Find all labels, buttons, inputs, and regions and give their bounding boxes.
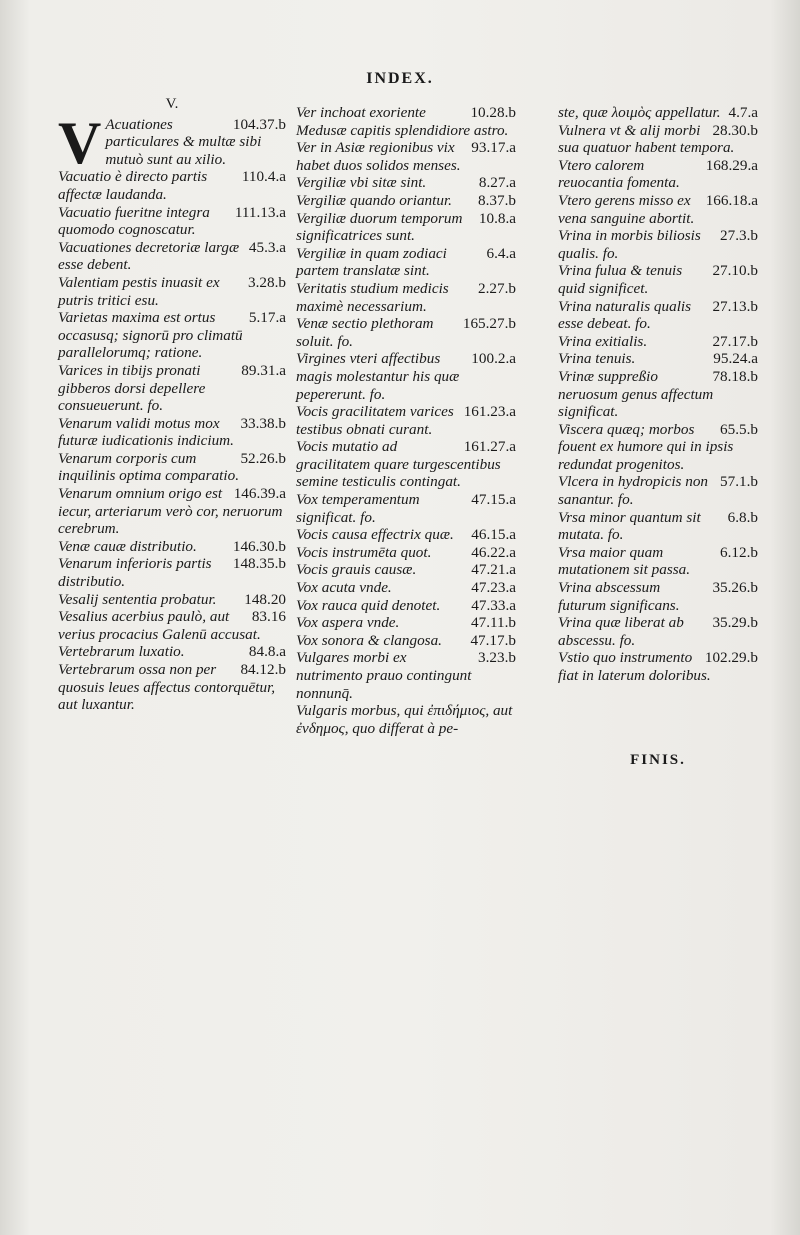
entry-text: Vtero gerens misso ex vena sanguine abortit. (558, 191, 695, 227)
index-header: INDEX. (366, 70, 434, 87)
entry-reference: 46.15.a (471, 526, 516, 544)
index-entry (296, 526, 516, 544)
entry-reference: 84.8.a (248, 643, 286, 661)
entry-text: Vulgaris morbus, qui ἐπιδήμιος, aut ἐνδημος, quo differat à pe- (296, 702, 513, 737)
entry-reference: 27.13.b (712, 297, 758, 315)
index-entry (558, 350, 758, 368)
entry-reference: 3.28.b (248, 273, 286, 291)
index-entry (558, 122, 758, 157)
entry-reference: 5.17.a (248, 309, 286, 327)
entry-reference: 47.17.b (470, 631, 516, 649)
index-column-3 (558, 104, 758, 685)
index-entry (296, 192, 516, 210)
index-entry (296, 649, 516, 702)
index-entry (558, 262, 758, 297)
entry-reference: 8.37.b (478, 191, 516, 209)
index-entry (296, 104, 516, 139)
index-entry (296, 491, 516, 526)
entry-text: Ver in Asiæ regionibus vix habet duos solidos menses. (296, 139, 461, 174)
index-entry (558, 227, 758, 262)
entry-text: Vocis instrumēta quot. (296, 543, 432, 561)
entry-reference: 27.17.b (712, 332, 758, 350)
entry-reference: 27.10.b (712, 262, 758, 280)
entry-text: Venæ sectio plethoram soluit. fo. (296, 315, 434, 350)
index-entry (58, 309, 286, 362)
entry-reference: 47.15.a (471, 491, 516, 509)
index-entry (558, 579, 758, 614)
index-entry (296, 614, 516, 632)
entry-reference: 6.8.b (727, 508, 758, 526)
entry-reference: 148.20 (244, 590, 286, 608)
entry-text: Varietas maxima est ortus occasusq; signorū pro climatū parallelorumq; ratione. (58, 309, 243, 362)
entry-text: Venarum omnium origo est iecur, arteriarum verò cor, neruorum cerebrum. (58, 485, 283, 538)
entry-text: Vlcera in hydropicis non sanantur. fo. (558, 473, 709, 509)
index-entry (296, 632, 516, 650)
entry-reference: 89.31.a (241, 361, 286, 379)
letter-heading: V. (165, 96, 179, 112)
index-entry (58, 239, 286, 274)
entry-reference: 168.29.a (705, 156, 758, 174)
index-entry (58, 109, 286, 176)
index-entry (296, 597, 516, 615)
index-entry (296, 174, 516, 192)
entry-text: Vertebrarum ossa non per quosuis leues affectus contorquētur, aut luxantur. (58, 661, 276, 714)
entry-text: ste, quæ λοιμὸς appellatur. (558, 104, 721, 121)
entry-text: Vox temperamentum significat. fo. (296, 491, 420, 526)
index-entry (558, 473, 758, 508)
index-entry (296, 544, 516, 562)
entry-text: Vrinæ suppreßio neruosum genus affectum significat. (558, 367, 714, 421)
index-column-2 (296, 104, 516, 737)
entry-text: Vergiliæ quando oriantur. (296, 191, 452, 209)
entry-reference: 83.16 (251, 608, 286, 626)
entry-reference: 8.27.a (478, 174, 516, 192)
index-entry (296, 245, 516, 280)
entry-reference: 104.37.b (232, 115, 286, 133)
entry-text: Vox sonora & clangosa. (296, 631, 442, 649)
entry-text: Vesalij sententia probatur. (58, 590, 217, 608)
entry-text: Vrina in morbis biliosis qualis. fo. (558, 227, 701, 262)
index-entry (558, 421, 758, 474)
index-entry (296, 702, 516, 737)
entry-text: Vox aspera vnde. (296, 614, 400, 632)
index-entry (558, 192, 758, 227)
entry-text: Vacuationes decretoriæ largæ esse debent. (58, 238, 240, 274)
entry-reference: 78.18.b (712, 367, 758, 385)
entry-text: Vrina exitialis. (558, 332, 648, 350)
index-entry (58, 415, 286, 450)
index-column-1 (58, 96, 286, 714)
entry-text: Vrina fulua & tenuis quid significet. (558, 262, 683, 297)
entry-text: Acuationes particulares & multæ sibi mutuò sunt au xilio. (105, 115, 262, 168)
entry-reference: 95.24.a (713, 350, 758, 368)
entry-reference: 148.35.b (232, 555, 286, 573)
index-entry (558, 368, 758, 421)
index-entry (58, 555, 286, 590)
index-entry (558, 544, 758, 579)
index-entry (296, 210, 516, 245)
entry-text: Viscera quæq; morbos fouent ex humore qui in ipsis redundat progenitos. (558, 420, 734, 473)
entry-reference: 47.21.a (471, 561, 516, 579)
entry-reference: 84.12.b (240, 661, 286, 678)
index-entry (296, 139, 516, 174)
entry-reference: 110.4.a (241, 168, 286, 186)
drop-cap: V (58, 109, 102, 176)
entry-reference: 93.17.a (471, 139, 516, 157)
entry-reference: 52.26.b (240, 449, 286, 467)
finis-label: FINIS. (630, 752, 686, 768)
column-3-entries (558, 104, 758, 685)
index-entry (558, 104, 758, 122)
entry-text: Vocis mutatio ad gracilitatem quare turgescentibus semine testiculis contingat. (296, 438, 501, 491)
index-entry (296, 280, 516, 315)
entry-text: Vrina tenuis. (558, 350, 636, 368)
index-entry (58, 450, 286, 485)
entry-reference: 6.12.b (720, 543, 758, 561)
entry-reference: 165.27.b (462, 315, 516, 333)
entry-text: Venarum validi motus mox futuræ iudicationis indicium. (58, 414, 234, 450)
entry-text: Vtero calorem reuocantia fomenta. (558, 156, 680, 192)
entry-text: Vrina quæ liberat ab abscessu. fo. (558, 614, 684, 649)
index-entry (58, 591, 286, 609)
index-entry (558, 157, 758, 192)
entry-text: Venarum inferioris partis distributio. (58, 555, 212, 591)
entry-text: Vocis gracilitatem varices testibus obnati curant. (296, 403, 454, 438)
entry-text: Vergiliæ duorum temporum significatrices sunt. (296, 209, 463, 245)
entry-reference: 28.30.b (712, 121, 758, 139)
entry-text: Vergiliæ in quam zodiaci partem translatæ sint. (296, 244, 447, 280)
index-entry (558, 333, 758, 351)
entry-text: Vrina abscessum futurum significans. (558, 579, 680, 614)
entry-reference: 146.30.b (232, 537, 286, 555)
entry-reference: 4.7.a (728, 104, 758, 121)
entry-text: Virgines vteri affectibus magis molestantur his quæ pepererunt. fo. (296, 350, 460, 403)
entry-text: Veritatis studium medicis maximè necessarium. (296, 279, 449, 315)
entry-text: Vstio quo instrumento fiat in laterum doloribus. (558, 649, 711, 684)
entry-text: Ver inchoat exoriente Medusæ capitis splendidiore astro. (296, 104, 509, 139)
index-entry (58, 274, 286, 309)
entry-text: Vrsa minor quantum sit mutata. fo. (558, 508, 701, 544)
index-entry (58, 538, 286, 556)
index-entry (58, 661, 286, 714)
entry-text: Vocis causa effectrix quæ. (296, 526, 454, 544)
index-entry (558, 614, 758, 649)
entry-reference: 111.13.a (234, 203, 286, 221)
index-entry (58, 608, 286, 643)
entry-reference: 2.27.b (478, 279, 516, 297)
entry-text: Varices in tibijs pronati gibberos dorsi depellere consueuerunt. fo. (58, 361, 206, 415)
entry-text: Vrina naturalis qualis esse debeat. fo. (558, 297, 692, 333)
entry-reference: 47.11.b (471, 614, 516, 632)
entry-reference: 47.23.a (471, 579, 516, 597)
index-entry (58, 168, 286, 203)
entry-reference: 161.23.a (463, 403, 516, 421)
index-entry (58, 204, 286, 239)
index-entry (296, 403, 516, 438)
index-entry (58, 362, 286, 415)
entry-reference: 166.18.a (705, 191, 758, 209)
index-entry (58, 485, 286, 538)
entry-reference: 35.29.b (712, 614, 758, 632)
column-2-entries (296, 104, 516, 737)
entry-text: Venæ cauæ distributio. (58, 537, 197, 555)
entry-reference: 146.39.a (233, 485, 286, 503)
index-entry (296, 315, 516, 350)
entry-reference: 33.38.b (240, 414, 286, 432)
entry-reference: 27.3.b (720, 227, 758, 245)
index-entry (296, 561, 516, 579)
entry-text: Vulnera vt & alij morbi sua quatuor habent tempora. (558, 121, 735, 157)
entry-reference: 57.1.b (720, 473, 758, 491)
index-entry (558, 509, 758, 544)
entry-text: Vox rauca quid denotet. (296, 596, 441, 614)
entry-reference: 6.4.a (486, 244, 516, 262)
index-entry (296, 350, 516, 403)
entry-reference: 45.3.a (248, 238, 286, 256)
entry-text: Vulgares morbi ex nutrimento prauo contingunt nonnunq̄. (296, 649, 472, 702)
entry-text: Vacuatio fueritne integra quomodo cognoscatur. (58, 203, 210, 239)
entry-reference: 35.26.b (712, 579, 758, 597)
entry-text: Venarum corporis cum inquilinis optima comparatio. (58, 449, 239, 485)
entry-text: Vocis grauis causæ. (296, 561, 417, 579)
index-entry (558, 649, 758, 684)
index-entry (296, 579, 516, 597)
column-1-entries (58, 109, 286, 714)
entry-reference: 161.27.a (463, 438, 516, 456)
index-entry (296, 438, 516, 491)
entry-reference: 10.8.a (478, 209, 516, 227)
entry-text: Vertebrarum luxatio. (58, 643, 185, 661)
entry-reference: 100.2.a (471, 350, 516, 368)
entry-text: Vesalius acerbius paulò, aut verius procacius Galenū accusat. (58, 608, 261, 643)
entry-reference: 46.22.a (471, 543, 516, 561)
entry-text: Vacuatio è directo partis affectæ laudanda. (58, 168, 208, 203)
entry-reference: 65.5.b (720, 420, 758, 438)
index-entry (58, 643, 286, 661)
entry-text: Vergiliæ vbi sitæ sint. (296, 174, 427, 192)
entry-text: Vox acuta vnde. (296, 579, 392, 597)
entry-reference: 102.29.b (704, 649, 758, 667)
index-entry (558, 298, 758, 333)
entry-reference: 10.28.b (470, 104, 516, 121)
entry-text: Vrsa maior quam mutationem sit passa. (558, 543, 691, 579)
entry-reference: 47.33.a (471, 596, 516, 614)
entry-reference: 3.23.b (478, 649, 516, 667)
entry-text: Valentiam pestis inuasit ex putris tritici esu. (58, 273, 220, 309)
